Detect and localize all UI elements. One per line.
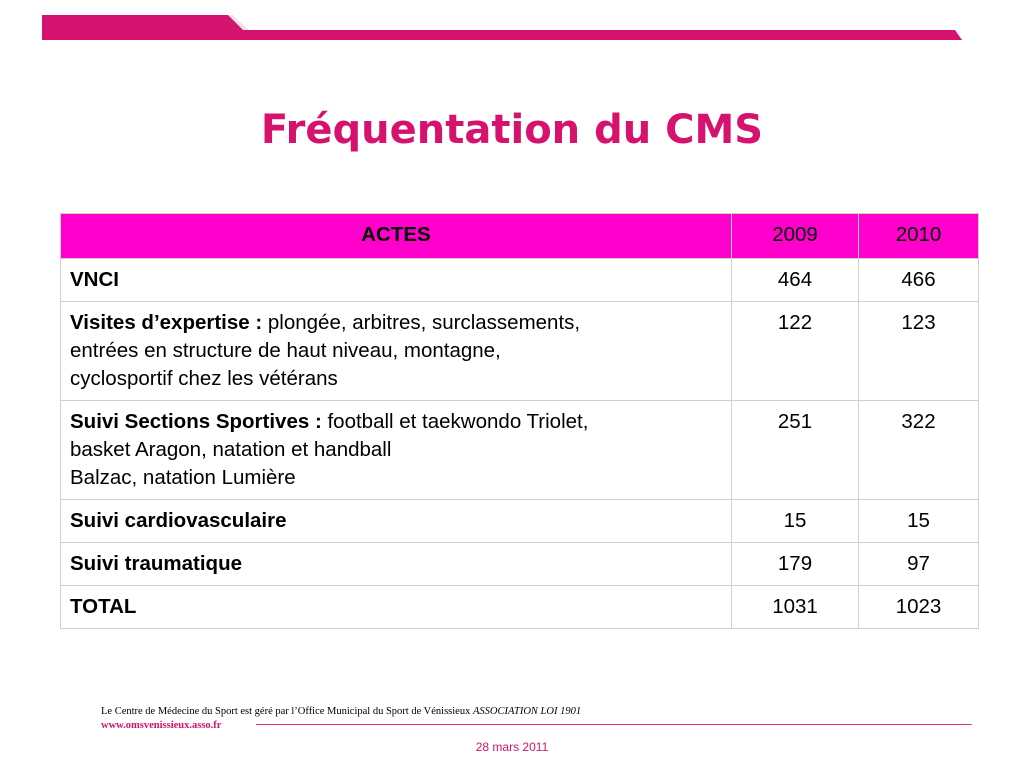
row-description: Balzac, natation Lumière xyxy=(70,466,296,489)
table-row xyxy=(61,259,979,302)
row-label: Suivi traumatique xyxy=(70,552,243,575)
row-description: entrées en structure de haut niveau, montagne, xyxy=(70,339,501,362)
table-body xyxy=(61,259,979,629)
table-row xyxy=(61,500,979,543)
row-description: basket Aragon, natation et handball xyxy=(70,438,392,461)
value-2010: 466 xyxy=(859,259,979,302)
table-row xyxy=(61,543,979,586)
header-2009: 2009 xyxy=(732,214,859,259)
value-2009: 179 xyxy=(732,543,859,586)
table-row xyxy=(61,401,979,500)
row-label-cell xyxy=(61,401,732,500)
row-label-cell xyxy=(61,500,732,543)
actes-table xyxy=(60,213,979,629)
row-label-cell xyxy=(61,586,732,629)
row-label: TOTAL xyxy=(70,595,137,618)
footer-note-text: Le Centre de Médecine du Sport est géré par l’Office Municipal du Sport de Vénissieux xyxy=(101,706,471,717)
header-2010: 2010 xyxy=(859,214,979,259)
value-2009: 1031 xyxy=(732,586,859,629)
table-row xyxy=(61,586,979,629)
value-2010: 322 xyxy=(859,401,979,500)
row-label-cell xyxy=(61,259,732,302)
row-description: plongée, arbitres, surclassements, xyxy=(267,311,581,334)
row-label-cell xyxy=(61,543,732,586)
value-2009: 251 xyxy=(732,401,859,500)
row-label: Suivi Sections Sportives : xyxy=(70,410,322,433)
table-row xyxy=(61,302,979,401)
row-description: football et taekwondo Triolet, xyxy=(327,410,589,433)
value-2009: 122 xyxy=(732,302,859,401)
header-actes: ACTES xyxy=(61,214,732,259)
row-description: cyclosportif chez les vétérans xyxy=(70,367,338,390)
value-2009: 15 xyxy=(732,500,859,543)
value-2010: 1023 xyxy=(859,586,979,629)
value-2009: 464 xyxy=(732,259,859,302)
footer-association: ASSOCIATION LOI 1901 xyxy=(472,706,582,717)
row-label: Suivi cardiovasculaire xyxy=(70,509,287,532)
top-banner xyxy=(0,0,1024,48)
row-label: Visites d’expertise : xyxy=(70,311,263,334)
value-2010: 123 xyxy=(859,302,979,401)
footer-note xyxy=(101,705,581,718)
slide-title: Fréquentation du CMS xyxy=(260,107,764,153)
table-header-row xyxy=(61,214,979,259)
value-2010: 15 xyxy=(859,500,979,543)
footer-url-link[interactable]: www.omsvenissieux.asso.fr xyxy=(101,720,222,731)
row-label-cell xyxy=(61,302,732,401)
row-label: VNCI xyxy=(70,268,119,291)
value-2010: 97 xyxy=(859,543,979,586)
footer-divider xyxy=(256,724,972,725)
footer-date: 28 mars 2011 xyxy=(475,740,549,754)
